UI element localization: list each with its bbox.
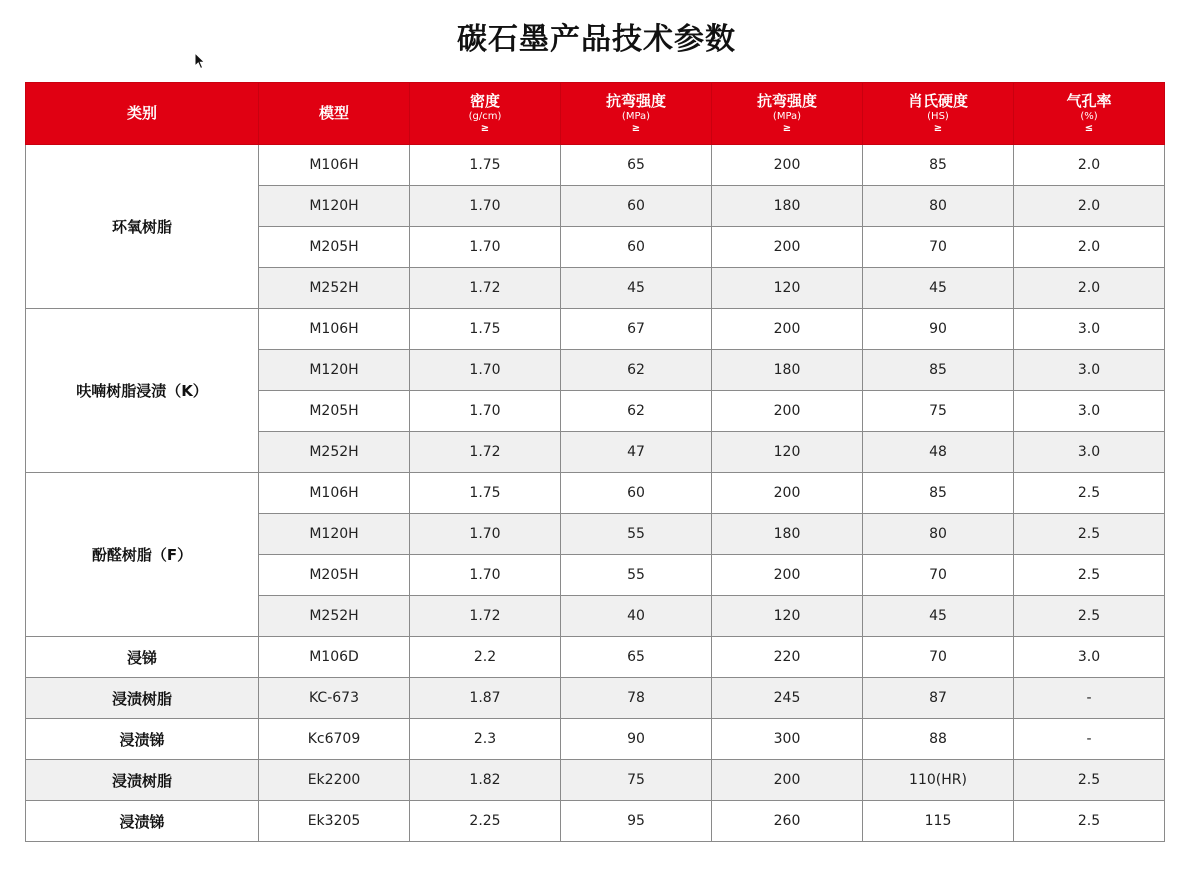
category-cell: 酚醛树脂（F）	[26, 473, 259, 637]
model-cell: M120H	[259, 186, 410, 227]
flexural-strength-cell: 200	[712, 391, 863, 432]
shore-hardness-cell: 45	[863, 268, 1014, 309]
porosity-cell: -	[1014, 678, 1165, 719]
column-header-symbol: ≥	[480, 123, 490, 134]
table-body	[26, 145, 1165, 842]
model-cell: M252H	[259, 432, 410, 473]
flexural-strength-cell: 67	[561, 309, 712, 350]
shore-hardness-cell: 85	[863, 473, 1014, 514]
flexural-strength-cell: 55	[561, 555, 712, 596]
table-row	[26, 719, 1165, 760]
column-header-unit: (%)	[1080, 111, 1098, 122]
density-cell: 1.75	[410, 309, 561, 350]
flexural-strength-cell: 245	[712, 678, 863, 719]
flexural-strength-cell: 180	[712, 186, 863, 227]
model-cell: M252H	[259, 596, 410, 637]
flexural-strength-cell: 40	[561, 596, 712, 637]
shore-hardness-cell: 80	[863, 186, 1014, 227]
model-cell: M120H	[259, 350, 410, 391]
density-cell: 1.70	[410, 514, 561, 555]
porosity-cell: 3.0	[1014, 432, 1165, 473]
column-header	[259, 83, 410, 145]
porosity-cell: 2.5	[1014, 473, 1165, 514]
table-row	[26, 678, 1165, 719]
model-cell: KC-673	[259, 678, 410, 719]
flexural-strength-cell: 200	[712, 227, 863, 268]
flexural-strength-cell: 60	[561, 186, 712, 227]
column-header-label: 模型	[318, 104, 349, 122]
density-cell: 1.70	[410, 350, 561, 391]
porosity-cell: 2.5	[1014, 801, 1165, 842]
density-cell: 1.72	[410, 268, 561, 309]
flexural-strength-cell: 60	[561, 227, 712, 268]
shore-hardness-cell: 45	[863, 596, 1014, 637]
column-header-unit: (HS)	[927, 111, 949, 122]
column-header	[863, 83, 1014, 145]
density-cell: 1.82	[410, 760, 561, 801]
column-header-unit: (MPa)	[621, 111, 651, 122]
column-header-symbol: ≤	[1084, 123, 1094, 134]
porosity-cell: 2.5	[1014, 514, 1165, 555]
density-cell: 1.70	[410, 227, 561, 268]
flexural-strength-cell: 90	[561, 719, 712, 760]
shore-hardness-cell: 88	[863, 719, 1014, 760]
model-cell: M106H	[259, 145, 410, 186]
mouse-pointer-icon	[194, 52, 206, 70]
model-cell: M106H	[259, 473, 410, 514]
column-header-label: 抗弯强度	[756, 92, 817, 110]
porosity-cell: 2.0	[1014, 145, 1165, 186]
model-cell: M106D	[259, 637, 410, 678]
table-row	[26, 801, 1165, 842]
column-header	[410, 83, 561, 145]
shore-hardness-cell: 90	[863, 309, 1014, 350]
table-header	[26, 83, 1165, 145]
flexural-strength-cell: 200	[712, 309, 863, 350]
category-cell: 浸渍锑	[26, 719, 259, 760]
model-cell: M205H	[259, 555, 410, 596]
flexural-strength-cell: 180	[712, 350, 863, 391]
spec-table	[25, 82, 1165, 842]
category-cell: 浸锑	[26, 637, 259, 678]
page-title: 碳石墨产品技术参数	[457, 22, 736, 57]
flexural-strength-cell: 95	[561, 801, 712, 842]
flexural-strength-cell: 45	[561, 268, 712, 309]
shore-hardness-cell: 110(HR)	[863, 760, 1014, 801]
flexural-strength-cell: 120	[712, 432, 863, 473]
flexural-strength-cell: 200	[712, 555, 863, 596]
flexural-strength-cell: 300	[712, 719, 863, 760]
flexural-strength-cell: 200	[712, 473, 863, 514]
porosity-cell: 3.0	[1014, 350, 1165, 391]
category-cell: 浸渍树脂	[26, 678, 259, 719]
shore-hardness-cell: 80	[863, 514, 1014, 555]
column-header-symbol: ≥	[933, 123, 943, 134]
flexural-strength-cell: 200	[712, 760, 863, 801]
shore-hardness-cell: 70	[863, 637, 1014, 678]
flexural-strength-cell: 65	[561, 637, 712, 678]
density-cell: 1.72	[410, 596, 561, 637]
shore-hardness-cell: 70	[863, 227, 1014, 268]
model-cell: Ek2200	[259, 760, 410, 801]
density-cell: 2.2	[410, 637, 561, 678]
category-cell: 浸渍树脂	[26, 760, 259, 801]
column-header-label: 密度	[469, 92, 500, 110]
density-cell: 1.75	[410, 473, 561, 514]
porosity-cell: 2.0	[1014, 268, 1165, 309]
header-row	[26, 83, 1165, 145]
density-cell: 1.75	[410, 145, 561, 186]
category-cell: 环氧树脂	[26, 145, 259, 309]
flexural-strength-cell: 120	[712, 596, 863, 637]
flexural-strength-cell: 47	[561, 432, 712, 473]
porosity-cell: 2.5	[1014, 596, 1165, 637]
shore-hardness-cell: 87	[863, 678, 1014, 719]
column-header-symbol: ≥	[631, 123, 641, 134]
column-header	[712, 83, 863, 145]
porosity-cell: 2.5	[1014, 555, 1165, 596]
shore-hardness-cell: 85	[863, 145, 1014, 186]
shore-hardness-cell: 85	[863, 350, 1014, 391]
density-cell: 1.70	[410, 555, 561, 596]
category-cell: 呋喃树脂浸渍（K）	[26, 309, 259, 473]
porosity-cell: 3.0	[1014, 309, 1165, 350]
column-header-label: 类别	[126, 104, 157, 122]
column-header	[561, 83, 712, 145]
porosity-cell: 2.0	[1014, 227, 1165, 268]
flexural-strength-cell: 55	[561, 514, 712, 555]
shore-hardness-cell: 115	[863, 801, 1014, 842]
model-cell: M205H	[259, 391, 410, 432]
shore-hardness-cell: 70	[863, 555, 1014, 596]
column-header-label: 气孔率	[1066, 92, 1112, 110]
column-header	[1014, 83, 1165, 145]
model-cell: M106H	[259, 309, 410, 350]
flexural-strength-cell: 200	[712, 145, 863, 186]
flexural-strength-cell: 75	[561, 760, 712, 801]
flexural-strength-cell: 260	[712, 801, 863, 842]
model-cell: M205H	[259, 227, 410, 268]
flexural-strength-cell: 65	[561, 145, 712, 186]
flexural-strength-cell: 78	[561, 678, 712, 719]
porosity-cell: -	[1014, 719, 1165, 760]
density-cell: 2.3	[410, 719, 561, 760]
category-cell: 浸渍锑	[26, 801, 259, 842]
model-cell: Kc6709	[259, 719, 410, 760]
column-header-unit: (g/cm)	[468, 111, 502, 122]
flexural-strength-cell: 62	[561, 391, 712, 432]
density-cell: 1.70	[410, 391, 561, 432]
model-cell: Ek3205	[259, 801, 410, 842]
porosity-cell: 3.0	[1014, 637, 1165, 678]
column-header-unit: (MPa)	[772, 111, 802, 122]
density-cell: 1.72	[410, 432, 561, 473]
porosity-cell: 3.0	[1014, 391, 1165, 432]
density-cell: 1.87	[410, 678, 561, 719]
shore-hardness-cell: 48	[863, 432, 1014, 473]
porosity-cell: 2.0	[1014, 186, 1165, 227]
density-cell: 2.25	[410, 801, 561, 842]
flexural-strength-cell: 220	[712, 637, 863, 678]
density-cell: 1.70	[410, 186, 561, 227]
table-row	[26, 473, 1165, 514]
flexural-strength-cell: 180	[712, 514, 863, 555]
column-header-symbol: ≥	[782, 123, 792, 134]
model-cell: M120H	[259, 514, 410, 555]
flexural-strength-cell: 62	[561, 350, 712, 391]
shore-hardness-cell: 75	[863, 391, 1014, 432]
column-header	[26, 83, 259, 145]
flexural-strength-cell: 60	[561, 473, 712, 514]
column-header-label: 肖氏硬度	[907, 92, 968, 110]
flexural-strength-cell: 120	[712, 268, 863, 309]
table-row	[26, 637, 1165, 678]
table-row	[26, 145, 1165, 186]
column-header-label: 抗弯强度	[605, 92, 666, 110]
table-row	[26, 309, 1165, 350]
porosity-cell: 2.5	[1014, 760, 1165, 801]
table-row	[26, 760, 1165, 801]
model-cell: M252H	[259, 268, 410, 309]
